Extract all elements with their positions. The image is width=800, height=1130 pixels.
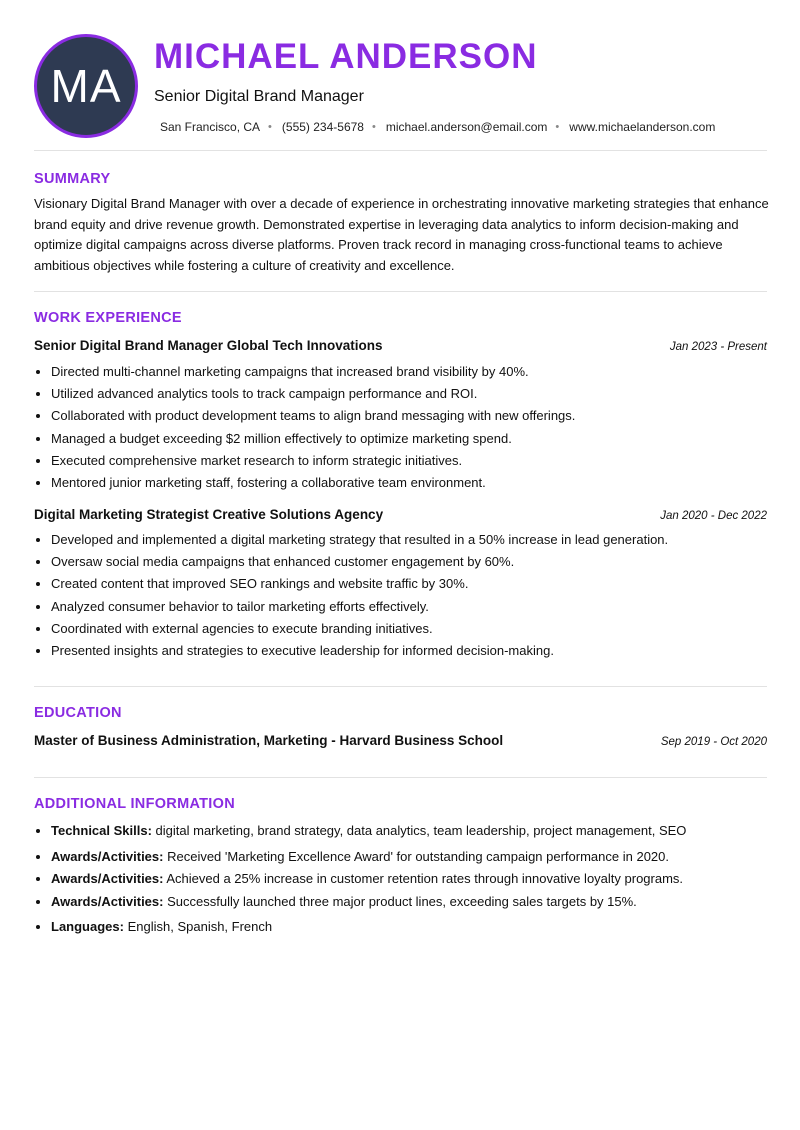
list-item bbox=[51, 916, 791, 939]
info-label: Awards/Activities: bbox=[51, 871, 164, 886]
list-item: • Oversaw social media campaigns that enhanced customer engagement by 60%. bbox=[51, 551, 791, 573]
education-degree: Master of Business Administration, Marketing - Harvard Business School bbox=[34, 733, 504, 748]
info-label: Technical Skills: bbox=[51, 823, 152, 838]
job-bullets bbox=[34, 529, 791, 662]
info-text: Achieved a 25% increase in customer retention rates through innovative loyalty programs. bbox=[166, 871, 684, 886]
contact-email[interactable]: michael.anderson@email.com bbox=[385, 120, 548, 134]
list-item: • Developed and implemented a digital marketing strategy that resulted in a 50% increase in lead generation. bbox=[51, 529, 791, 551]
divider bbox=[34, 291, 767, 292]
job-header bbox=[34, 507, 767, 522]
list-item: • Mentored junior marketing staff, fostering a collaborative team environment. bbox=[51, 472, 791, 494]
list-item bbox=[51, 820, 791, 843]
list-item: • Analyzed consumer behavior to tailor marketing efforts effectively. bbox=[51, 596, 791, 618]
bullet-separator: • bbox=[555, 121, 560, 133]
list-item: • Utilized advanced analytics tools to track campaign performance and ROI. bbox=[51, 383, 791, 405]
info-text: digital marketing, brand strategy, data analytics, team leadership, project management, SEO bbox=[155, 823, 687, 838]
list-item: • Collaborated with product development teams to align brand messaging with new offerings. bbox=[51, 405, 791, 427]
job-role: Digital Marketing Strategist Creative Solutions Agency bbox=[34, 507, 384, 522]
bullet-separator: • bbox=[268, 121, 272, 133]
contact-website[interactable]: www.michaelanderson.com bbox=[569, 120, 716, 134]
summary-text: Visionary Digital Brand Manager with over a decade of experience in orchestrating innovative marketing strategies that enhance brand equity and drive revenue growth. Demonstrated expertise in leveraging data analytics to inform decision-making and optimize digital campaigns across diverse platforms. Proven track record in managing cross-functional teams to achieve ambitious objectives while fostering a culture of creativity and excellence. bbox=[34, 196, 769, 273]
divider bbox=[34, 150, 767, 151]
list-item: • Executed comprehensive market research to inform strategic initiatives. bbox=[51, 450, 791, 472]
info-text: Successfully launched three major product lines, exceeding sales targets by 15%. bbox=[167, 893, 637, 909]
job-bullets bbox=[34, 361, 791, 494]
contact-bar bbox=[160, 120, 715, 134]
list-item bbox=[51, 868, 791, 891]
list-item bbox=[51, 846, 791, 869]
info-label: Awards/Activities: bbox=[51, 848, 164, 864]
divider bbox=[34, 777, 767, 778]
job-dates: Jan 2020 - Dec 2022 bbox=[660, 510, 767, 522]
info-text: English, Spanish, French bbox=[127, 919, 273, 934]
list-item: • Created content that improved SEO rankings and website traffic by 30%. bbox=[51, 573, 791, 595]
contact-phone: (555) 234-5678 bbox=[281, 120, 364, 134]
education-dates: Sep 2019 - Oct 2020 bbox=[660, 736, 767, 748]
education-entry bbox=[34, 733, 767, 748]
list-item: • Directed multi-channel marketing campaigns that increased brand visibility by 40%. bbox=[51, 361, 791, 383]
info-text: Received 'Marketing Excellence Award' for outstanding campaign performance in 2020. bbox=[167, 848, 669, 864]
summary-heading: SUMMARY bbox=[34, 171, 111, 187]
candidate-name: MICHAEL ANDERSON bbox=[154, 37, 538, 76]
contact-location: San Francisco, CA bbox=[160, 120, 261, 134]
job-role: Senior Digital Brand Manager Global Tech Innovations bbox=[34, 338, 383, 353]
list-item: • Managed a budget exceeding $2 million effectively to optimize marketing spend. bbox=[51, 428, 791, 450]
avatar-initials: MA bbox=[50, 60, 122, 112]
list-item: • Coordinated with external agencies to execute branding initiatives. bbox=[51, 618, 791, 640]
job-dates: Jan 2023 - Present bbox=[669, 341, 767, 353]
candidate-title: Senior Digital Brand Manager bbox=[154, 88, 364, 105]
job-header bbox=[34, 338, 767, 353]
divider bbox=[34, 686, 767, 687]
list-item: • Presented insights and strategies to executive leadership for informed decision-making. bbox=[51, 640, 791, 662]
info-label: Languages: bbox=[51, 919, 124, 934]
info-label: Awards/Activities: bbox=[51, 893, 164, 909]
bullet-separator: • bbox=[371, 121, 376, 133]
avatar bbox=[34, 34, 138, 138]
list-item bbox=[51, 891, 791, 914]
additional-info-heading: ADDITIONAL INFORMATION bbox=[34, 796, 235, 812]
education-heading: EDUCATION bbox=[34, 705, 122, 721]
additional-info-list bbox=[34, 820, 791, 939]
work-experience-heading: WORK EXPERIENCE bbox=[34, 310, 182, 326]
